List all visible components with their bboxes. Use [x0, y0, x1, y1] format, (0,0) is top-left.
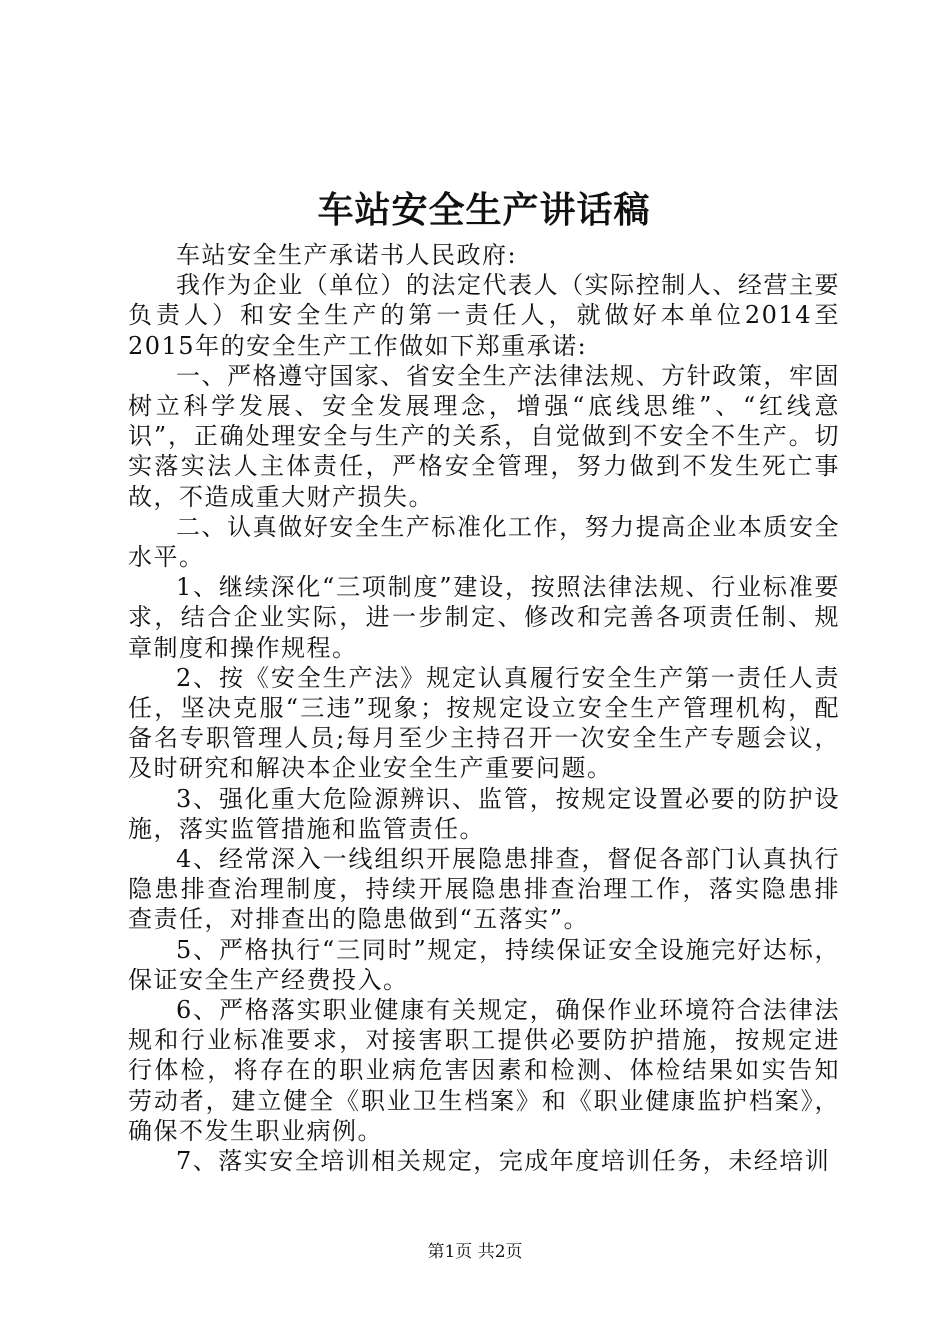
- document-body: [128, 240, 840, 1176]
- document-title: 车站安全生产讲话稿: [317, 189, 651, 231]
- paragraph: 4、经常深入一线组织开展隐患排查，督促各部门认真执行隐患排查治理制度，持续开展隐患排查治理工作，落实隐患排查责任，对排查出的隐患做到“五落实”。: [128, 845, 840, 934]
- paragraph: 5、严格执行“三同时”规定，持续保证安全设施完好达标，保证安全生产经费投入。: [128, 935, 840, 994]
- paragraph: 7、落实安全培训相关规定，完成年度培训任务，未经培训: [176, 1147, 831, 1176]
- paragraph: 2、按《安全生产法》规定认真履行安全生产第一责任人责任，坚决克服“三违”现象；按规定设立安全生产管理机构，配备名专职管理人员;每月至少主持召开一次安全生产专题会议，及时研究和解决本企业安全生产重要问题。: [128, 663, 840, 783]
- paragraph: 3、强化重大危险源辨识、监管，按规定设置必要的防护设施，落实监管措施和监管责任。: [128, 784, 840, 843]
- paragraph: 6、严格落实职业健康有关规定，确保作业环境符合法律法规和行业标准要求，对接害职工提供必要防护措施，按规定进行体检，将存在的职业病危害因素和检测、体检结果如实告知劳动者，建立健全《职业卫生档案》和《职业健康监护档案》，确保不发生职业病例。: [128, 996, 840, 1145]
- page-footer: [0, 1240, 950, 1264]
- paragraph: 车站安全生产承诺书人民政府:: [176, 241, 518, 269]
- page-indicator: 第1页 共2页: [427, 1242, 523, 1262]
- paragraph: 一、严格遵守国家、省安全生产法律法规、方针政策，牢固树立科学发展、安全发展理念，增强“底线思维”、“红线意识”，正确处理安全与生产的关系，自觉做到不安全不生产。切实落实法人主体责任，严格安全管理，努力做到不发生死亡事故，不造成重大财产损失。: [128, 361, 840, 511]
- paragraph: 我作为企业（单位）的法定代表人（实际控制人、经营主要负责人）和安全生产的第一责任人，就做好本单位2014至2015年的安全生产工作做如下郑重承诺:: [128, 271, 840, 360]
- document-page: [128, 180, 840, 1176]
- paragraph: 1、继续深化“三项制度”建设，按照法律法规、行业标准要求，结合企业实际，进一步制定、修改和完善各项责任制、规章制度和操作规程。: [128, 573, 840, 662]
- paragraph: 二、认真做好安全生产标准化工作，努力提高企业本质安全水平。: [128, 512, 840, 572]
